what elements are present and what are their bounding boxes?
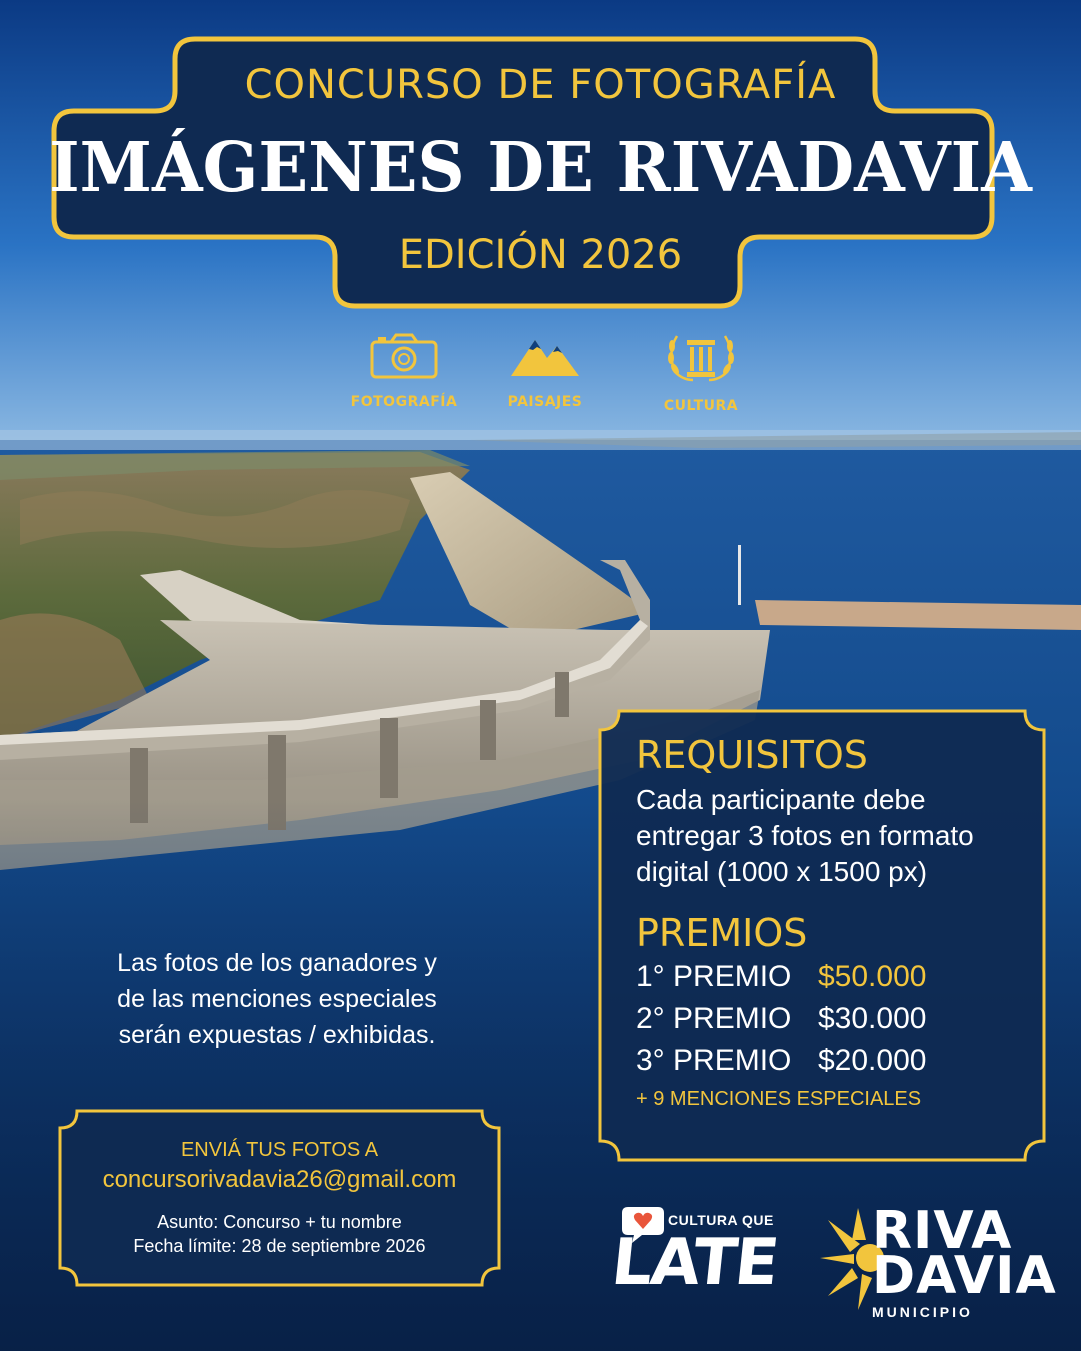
special-mentions: + 9 MENCIONES ESPECIALES [636,1088,922,1110]
late-logo-text: LATE [608,1226,781,1300]
camera-icon [369,332,439,380]
mountains-icon [509,332,581,380]
column-laurel-icon [663,332,739,384]
deadline: Fecha límite: 28 de septiembre 2026 [133,1236,426,1256]
page-title: IMÁGENES DE RIVADAVIA [49,128,1032,208]
requirements-title: REQUISITOS [636,733,868,777]
category-label: FOTOGRAFÍA [350,394,458,410]
category-paisajes [475,332,615,410]
email-subject: Asunto: Concurso + tu nombre [157,1212,402,1232]
category-label: CULTURA [663,398,739,414]
rivadavia-logo-line1: RIVA [872,1201,1013,1261]
edition-label: EDICIÓN 2026 [398,232,683,278]
requirements-line: digital (1000 x 1500 px) [636,856,928,887]
prizes-title: PREMIOS [636,911,808,955]
requirements-content [636,732,1036,1111]
requirements-text [636,782,1036,890]
prize-amount: $20.000 [818,1044,927,1077]
contact-content [57,1138,502,1258]
prize-amount: $30.000 [818,1002,927,1035]
requirements-line: entregar 3 fotos en formato [636,820,974,851]
prize-name: 1° PREMIO [636,960,792,993]
contact-email[interactable]: concursorivadavia26@gmail.com [102,1166,457,1193]
winners-line: serán expuestas / exhibidas. [118,1021,436,1049]
prize-name: 2° PREMIO [636,1002,792,1035]
prize-amount: $50.000 [818,960,927,993]
rivadavia-logo-line2: DAVIA [872,1246,1057,1306]
winners-line: Las fotos de los ganadores y [117,949,437,977]
category-label: PAISAJES [507,394,583,410]
prize-name: 3° PREMIO [636,1044,792,1077]
prize-row [636,956,1036,998]
prize-row [636,998,1036,1040]
send-photos-label: ENVIÁ TUS FOTOS A [180,1139,379,1161]
category-cultura [631,332,771,414]
municipio-text: MUNICIPIO [872,1304,973,1320]
winners-exhibition-text [62,945,492,1053]
winners-line: de las menciones especiales [117,985,437,1013]
prize-row [636,1040,1036,1082]
contest-subtitle: CONCURSO DE FOTOGRAFÍA [244,62,837,108]
requirements-line: Cada participante debe [636,784,926,815]
cultura-que-text: CULTURA QUE [668,1212,774,1228]
category-fotografia [334,332,474,410]
